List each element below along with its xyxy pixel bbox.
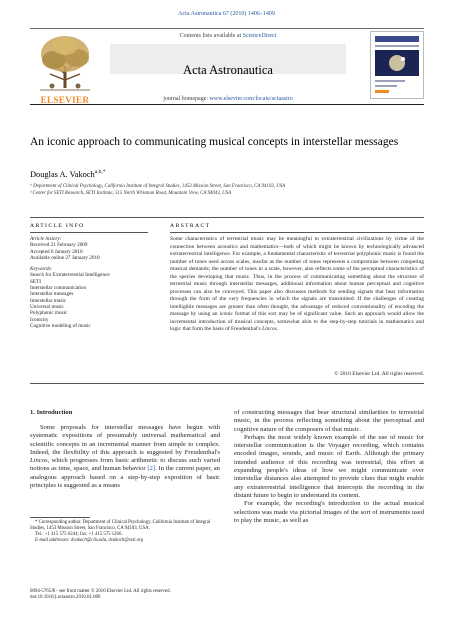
author-line	[30, 169, 105, 179]
info-top-rule	[30, 217, 424, 218]
journal-name: Acta Astronautica	[183, 63, 273, 77]
history-online: Available online 27 January 2010	[30, 254, 100, 261]
footnote-email: E-mail addresses: dvakoch@ciis.edu, dvakoch@seti.org	[35, 537, 144, 543]
author-name: Douglas A. Vakoch	[30, 169, 95, 179]
front-matter	[30, 589, 270, 601]
intro-lincos: Lincos	[30, 457, 48, 465]
keyword: Interstellar music	[30, 297, 67, 304]
abstract-copyright: © 2010 Elsevier Ltd. All rights reserved.	[334, 371, 424, 377]
affiliation-b: ᵇ Center for SETI Research, SETI Institute, 515 North Whisman Road, Mountain View, CA 94043, USA	[30, 191, 232, 196]
introduction-heading: 1. Introduction	[30, 409, 73, 416]
keyword: SETI	[30, 278, 41, 285]
header-thick-rule	[30, 104, 424, 105]
journal-homepage	[110, 96, 346, 102]
keyword: Polyphonic music	[30, 310, 68, 317]
doi-line: doi:10.1016/j.actaastro.2010.01.006	[30, 594, 101, 600]
keyword: Search for Extraterrestrial Intelligence	[30, 272, 110, 279]
footnote-tel: Tel.: +1 415 575 6244; fax: +1 415 575 1266.	[35, 531, 123, 537]
contents-prefix: Contents lists available at	[179, 33, 243, 39]
abstract-heading-rule	[170, 232, 424, 233]
intro-left-text-a: Some proposals for interstellar messages have begun with systematic expositions of presumably universal mathematical and scientific concepts in an incremental manner from simple to complex. Indeed, the flexibility of this approach is suggested by Freudenthal's	[30, 424, 220, 456]
keyword: Interstellar messages	[30, 291, 74, 298]
intro-left-column	[30, 424, 220, 490]
issn-line: 0094-5765/$ - see front matter © 2010 Elsevier Ltd. All rights reserved.	[30, 589, 171, 594]
running-citation: Acta Astronautica 67 (2010) 1406–1409	[178, 11, 275, 17]
abstract-bottom-rule	[30, 383, 424, 384]
abstract-end: .	[276, 326, 279, 332]
footnote-corresponding: * Corresponding author. Department of Clinical Psychology, California Institute of Integral Studies, 1453 Mission Street, San Francisco, CA 94103, USA.	[30, 520, 211, 531]
intro-right-para-2: Perhaps the most widely known example of the use of music for interstellar communication is the Voyager recording, which contains encoded images, sounds, and music of Earth. Although the primary intended audience of this recording was terrestrial, this effort at expanding people's ideas of how we might communicate over interstellar distances also attempted to provide clues that might enable any extraterrestrial intelligence that intercepts the recording in the distant future to begin to understand its content.	[234, 433, 424, 499]
publisher-name: ELSEVIER	[40, 95, 90, 105]
abstract-body: Some characteristics of terrestrial music may be meaningful to extraterrestrial civilizations by virtue of the connection between acoustics and mathematics—both of which might be known by technologically advanced extraterrestrial intelligence. For example, a fundamental characteristic of terrestrial polyphonic music is found the number of tones used across scales, insofar as the number of tones represents a compromise between competing musical demands; the number of tones in a scale, however, also reflects some of the perceptual characteristics of the species developing that music. Thus, in the process of communicating something about the structure of terrestrial music through interstellar messages, additional information about human perceptual and cognitive processes can also be conveyed. This paper also discusses methods for sending signals that bear information through the form of the very frequencies in which the signals are transmitted. If the challenges of creating intelligible messages are greater than often thought, the advantage of reduced conventionality of encoding the message by using an iconic format of this sort may be of significant value. Such an approach would allow the incremental introduction of musical concepts, somewhat akin to the step-by-step tutorials in mathematics and logic that form the basis of Freudenthal's	[170, 236, 424, 332]
info-heading-rule	[30, 232, 148, 233]
affiliation-a: ᵃ Department of Clinical Psychology, California Institute of Integral Studies, 1453 Mission Street, San Francisco, CA 94103, USA	[30, 184, 286, 189]
reference-link[interactable]: [2]	[147, 465, 156, 473]
keywords-label: Keywords:	[30, 266, 53, 273]
intro-left-text-b: , which progresses from basic arithmetic to discuss such varied notions as time, space, and human behavior	[30, 457, 220, 473]
abstract-lincos: Lincos	[262, 326, 277, 332]
abstract-heading: ABSTRACT	[170, 223, 211, 229]
intro-right-para-1: of constructing messages that bear structural similarities to terrestrial music, in the process reflecting something about the perceptual and cognitive nature of the composers of that music.	[234, 409, 424, 433]
intro-right-column	[234, 409, 424, 525]
keyword: Iconicity	[30, 316, 49, 323]
homepage-url[interactable]: www.elsevier.com/locate/actaastro	[209, 96, 293, 102]
author-marks: a,b,*	[94, 169, 106, 175]
homepage-prefix: journal homepage:	[163, 96, 210, 102]
article-title: An iconic approach to communicating musical concepts in interstellar messages	[30, 136, 399, 148]
journal-cover-thumbnail	[370, 31, 424, 99]
intro-right-para-3: For example, the recording's introduction to the actual musical selections was made via pictorial images of the sort of instruments used to play the music, as well as	[234, 500, 424, 524]
history-label: Article history:	[30, 236, 62, 242]
footnote-rule	[30, 517, 90, 518]
header-rule	[30, 28, 424, 29]
abstract-text	[170, 236, 424, 334]
keyword: Cognitive modeling of music	[30, 322, 91, 329]
article-history	[30, 236, 148, 329]
keyword: Universal music	[30, 303, 64, 310]
history-accepted: Accepted 6 January 2010	[30, 248, 83, 255]
history-received: Received 21 February 2009	[30, 242, 88, 249]
intro-left-text-c: . In the current paper, an analogous approach based on a step-by-step exposition of basic principles is suggested as a means	[30, 465, 220, 490]
sciencedirect-link[interactable]: ScienceDirect	[242, 33, 277, 39]
article-info-heading: ARTICLE INFO	[30, 223, 85, 229]
contents-line	[110, 33, 346, 39]
keyword: Interstellar communication	[30, 285, 87, 292]
elsevier-tree-logo	[30, 30, 100, 100]
corresponding-author-footnote	[30, 520, 220, 544]
